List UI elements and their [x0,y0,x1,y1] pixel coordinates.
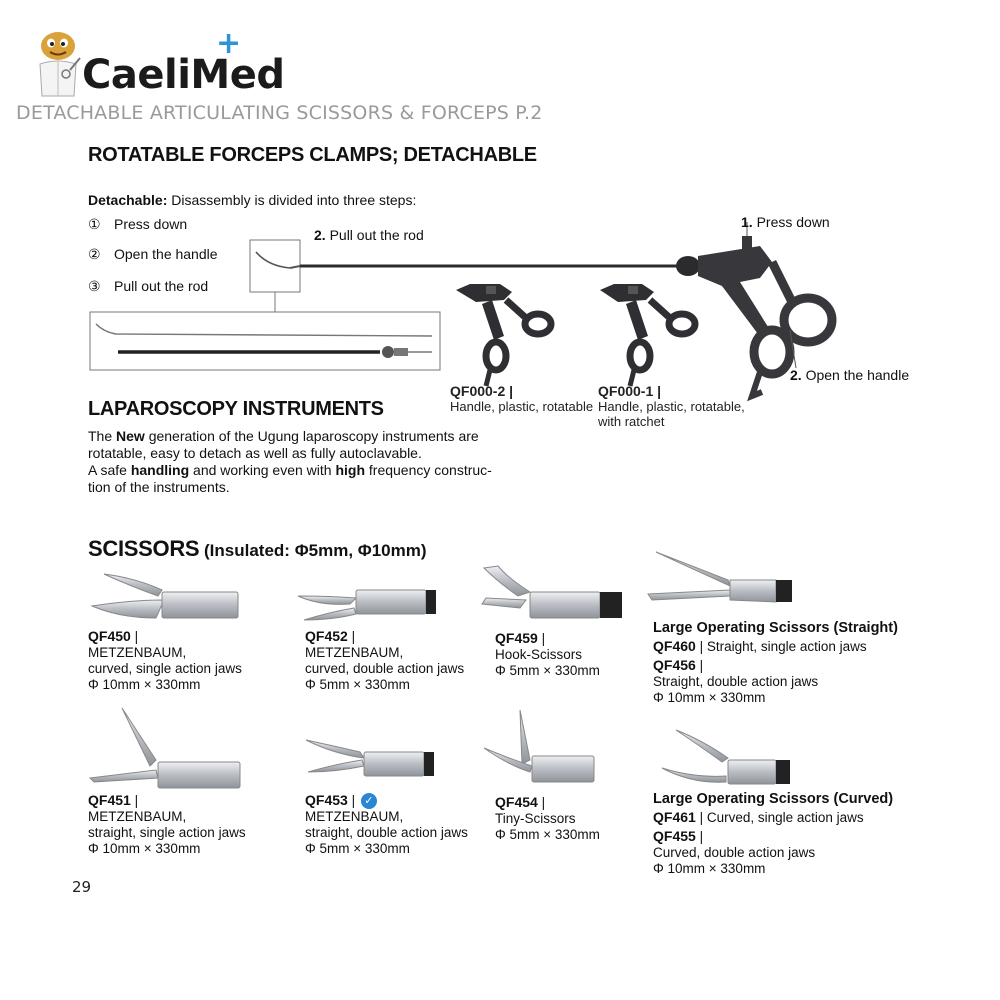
section-title-laparoscopy: LAPAROSCOPY INSTRUMENTS [88,398,384,420]
qf459-image [482,566,622,618]
laparoscopy-description: The New generation of the Ugung laparoscopy instruments are rotatable, easy to detach as well as fully autoclavable. A safe handling and working even with high frequency construc- tion of the instruments. [88,428,492,495]
intro-bold: Detachable: [88,192,168,208]
qf451-caption: QF451 | METZENBAUM, straight, single action jaws Φ 10mm × 330mm [88,792,246,856]
qf454-caption: QF454 | Tiny-Scissors Φ 5mm × 330mm [495,794,600,842]
qf453-caption: QF453 | ✓ METZENBAUM, straight, double action jaws Φ 5mm × 330mm [305,792,468,857]
step-marker: ② [88,246,101,262]
qf451-image [90,708,240,788]
page-subtitle: DETACHABLE ARTICULATING SCISSORS & FORCEPS P.2 [16,102,543,124]
step-text: Open the handle [114,246,218,262]
section-title-forceps: ROTATABLE FORCEPS CLAMPS; DETACHABLE [88,144,537,166]
handle-qf000-2-caption: QF000-2 | Handle, plastic, rotatable [450,383,594,414]
qf452-image [298,590,436,620]
qf454-image [484,710,594,782]
qf459-caption: QF459 | Hook-Scissors Φ 5mm × 330mm [495,630,600,678]
large-curved-caption: Large Operating Scissors (Curved) QF461 | Curved, single action jaws QF455 | Curved, double action jaws Φ 10mm × 330mm [653,791,894,876]
handle-qf000-1-caption: QF000-1 | Handle, plastic, rotatable, with ratchet [598,383,745,429]
section-title-scissors: SCISSORS (Insulated: Φ5mm, Φ10mm) [88,536,427,561]
qf452-caption: QF452 | METZENBAUM, curved, double action jaws Φ 5mm × 330mm [305,628,465,692]
qf453-image [306,740,434,776]
logo-plus-icon: + [216,26,242,61]
callout-open-handle: 2. Open the handle [790,367,910,383]
page-number: 29 [72,878,92,896]
callout-press-down: 1. Press down [741,214,830,230]
verified-check-icon: ✓ [361,793,377,809]
step-text: Press down [114,216,188,232]
step-marker: ③ [88,278,101,294]
qf460-qf456-image [648,552,792,602]
qf461-qf455-image [662,730,790,784]
large-straight-caption: Large Operating Scissors (Straight) QF460 | Straight, single action jaws QF456 | Straight, double action jaws Φ 10mm × 330mm [653,620,898,705]
qf450-caption: QF450 | METZENBAUM, curved, single action jaws Φ 10mm × 330mm [88,628,242,692]
callout-pull-rod: 2. Pull out the rod [314,227,424,243]
brand-name: CaeliMed [82,52,285,98]
qf450-image [92,574,238,618]
step-text: Pull out the rod [114,278,209,294]
step-marker: ① [88,216,101,232]
intro-rest: Disassembly is divided into three steps: [167,192,417,208]
